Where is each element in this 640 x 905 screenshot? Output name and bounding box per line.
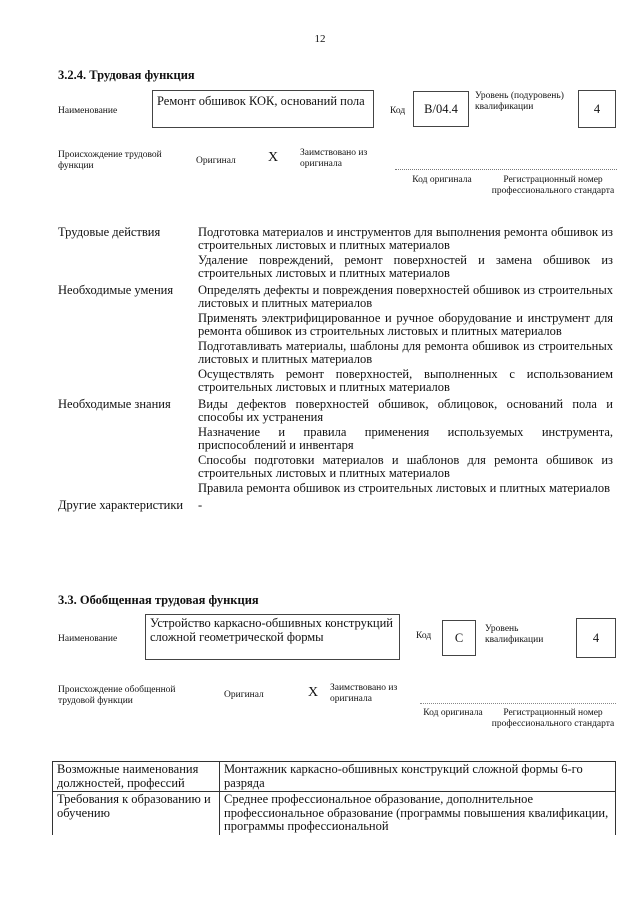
table-cell-label: Требования к образованию и обучению — [53, 792, 220, 835]
page-number: 12 — [314, 33, 326, 45]
level-value-field: 4 — [576, 618, 616, 658]
original-mark: X — [268, 150, 279, 165]
action-item: Удаление повреждений, ремонт поверхностей и замена обшивок из строительных листовых и плитных материалов — [198, 253, 613, 280]
skill-item: Подготавливать материалы, шаблоны для ремонта обшивок из строительных листовых и плитных материалов — [198, 339, 613, 366]
origin-code-label: Код оригинала — [423, 708, 483, 718]
level-label: Уровень квалификации — [485, 624, 544, 645]
detail-row-actions — [58, 226, 613, 282]
level-value-field: 4 — [578, 90, 616, 128]
skill-item: Осуществлять ремонт поверхностей, выполненных с использованием строительных листовых и плитных материалов — [198, 367, 613, 394]
row-label: Необходимые умения — [58, 283, 174, 297]
other-item: - — [198, 498, 203, 512]
origin-code-line — [420, 703, 616, 704]
origin-label: Происхождение обобщенной трудовой функции — [58, 685, 176, 706]
section-title-3-3: 3.3. Обобщенная трудовая функция — [58, 593, 259, 607]
row-label: Трудовые действия — [58, 225, 161, 239]
origin-label: Происхождение трудовой функции — [58, 150, 162, 171]
name-label: Наименование — [58, 106, 118, 116]
detail-row-knowledge — [58, 398, 613, 497]
action-item: Подготовка материалов и инструментов для выполнения ремонта обшивок из строительных листовых и плитных материалов — [198, 225, 613, 252]
original-label: Оригинал — [196, 156, 236, 166]
table-cell-label: Возможные наименования должностей, профессий — [53, 762, 220, 792]
section-title-3-2-4: 3.2.4. Трудовая функция — [58, 68, 195, 82]
function-code-field: B/04.4 — [413, 91, 469, 127]
origin-code-label: Код оригинала — [412, 175, 472, 185]
original-mark: X — [308, 685, 319, 700]
skill-item: Применять электрифицированное и ручное оборудование и инструмент для ремонта обшивок из строительных листовых и плитных материалов — [198, 311, 613, 338]
knowledge-item: Назначение и правила применения используемых инструмента, приспособлений и инвентаря — [198, 425, 613, 452]
detail-row-other — [58, 499, 613, 514]
detail-row-skills — [58, 284, 613, 396]
reg-number-label: Регистрационный номер профессионального стандарта — [491, 175, 615, 196]
knowledge-item: Виды дефектов поверхностей обшивок, облицовок, оснований пола и способы их устранения — [198, 397, 613, 424]
level-label: Уровень (подуровень) квалификации — [475, 91, 564, 112]
table-cell-value: Среднее профессиональное образование, дополнительное профессиональное образование (программы повышения квалификации, программы профессиональной — [220, 792, 616, 835]
generalized-function-code-field: C — [442, 620, 476, 656]
function-name-field: Ремонт обшивок КОК, оснований пола — [152, 90, 374, 128]
origin-code-line — [395, 145, 617, 170]
table-cell-value: Монтажник каркасно-обшивных конструкций сложной формы 6-го разряда — [220, 762, 616, 792]
skill-item: Определять дефекты и повреждения поверхностей обшивок из строительных листовых и плитных материалов — [198, 283, 613, 310]
borrowed-label: Заимствовано из оригинала — [300, 148, 368, 169]
row-label: Другие характеристики — [58, 498, 184, 512]
labor-function-details — [58, 226, 613, 514]
reg-number-label: Регистрационный номер профессионального стандарта — [491, 708, 615, 729]
knowledge-item: Способы подготовки материалов и шаблонов для ремонта обшивок из строительных листовых и плитных материалов — [198, 453, 613, 480]
borrowed-label: Заимствовано из оригинала — [330, 683, 398, 704]
requirements-table — [52, 761, 616, 835]
name-label: Наименование — [58, 634, 118, 644]
table-row — [53, 792, 616, 835]
generalized-function-name-field: Устройство каркасно-обшивных конструкций сложной геометрической формы — [145, 614, 400, 660]
code-label: Код — [416, 631, 432, 641]
table-row — [53, 762, 616, 792]
row-label: Необходимые знания — [58, 397, 171, 411]
knowledge-item: Правила ремонта обшивок из строительных листовых и плитных материалов — [198, 481, 611, 495]
code-label: Код — [390, 106, 406, 116]
original-label: Оригинал — [224, 690, 264, 700]
